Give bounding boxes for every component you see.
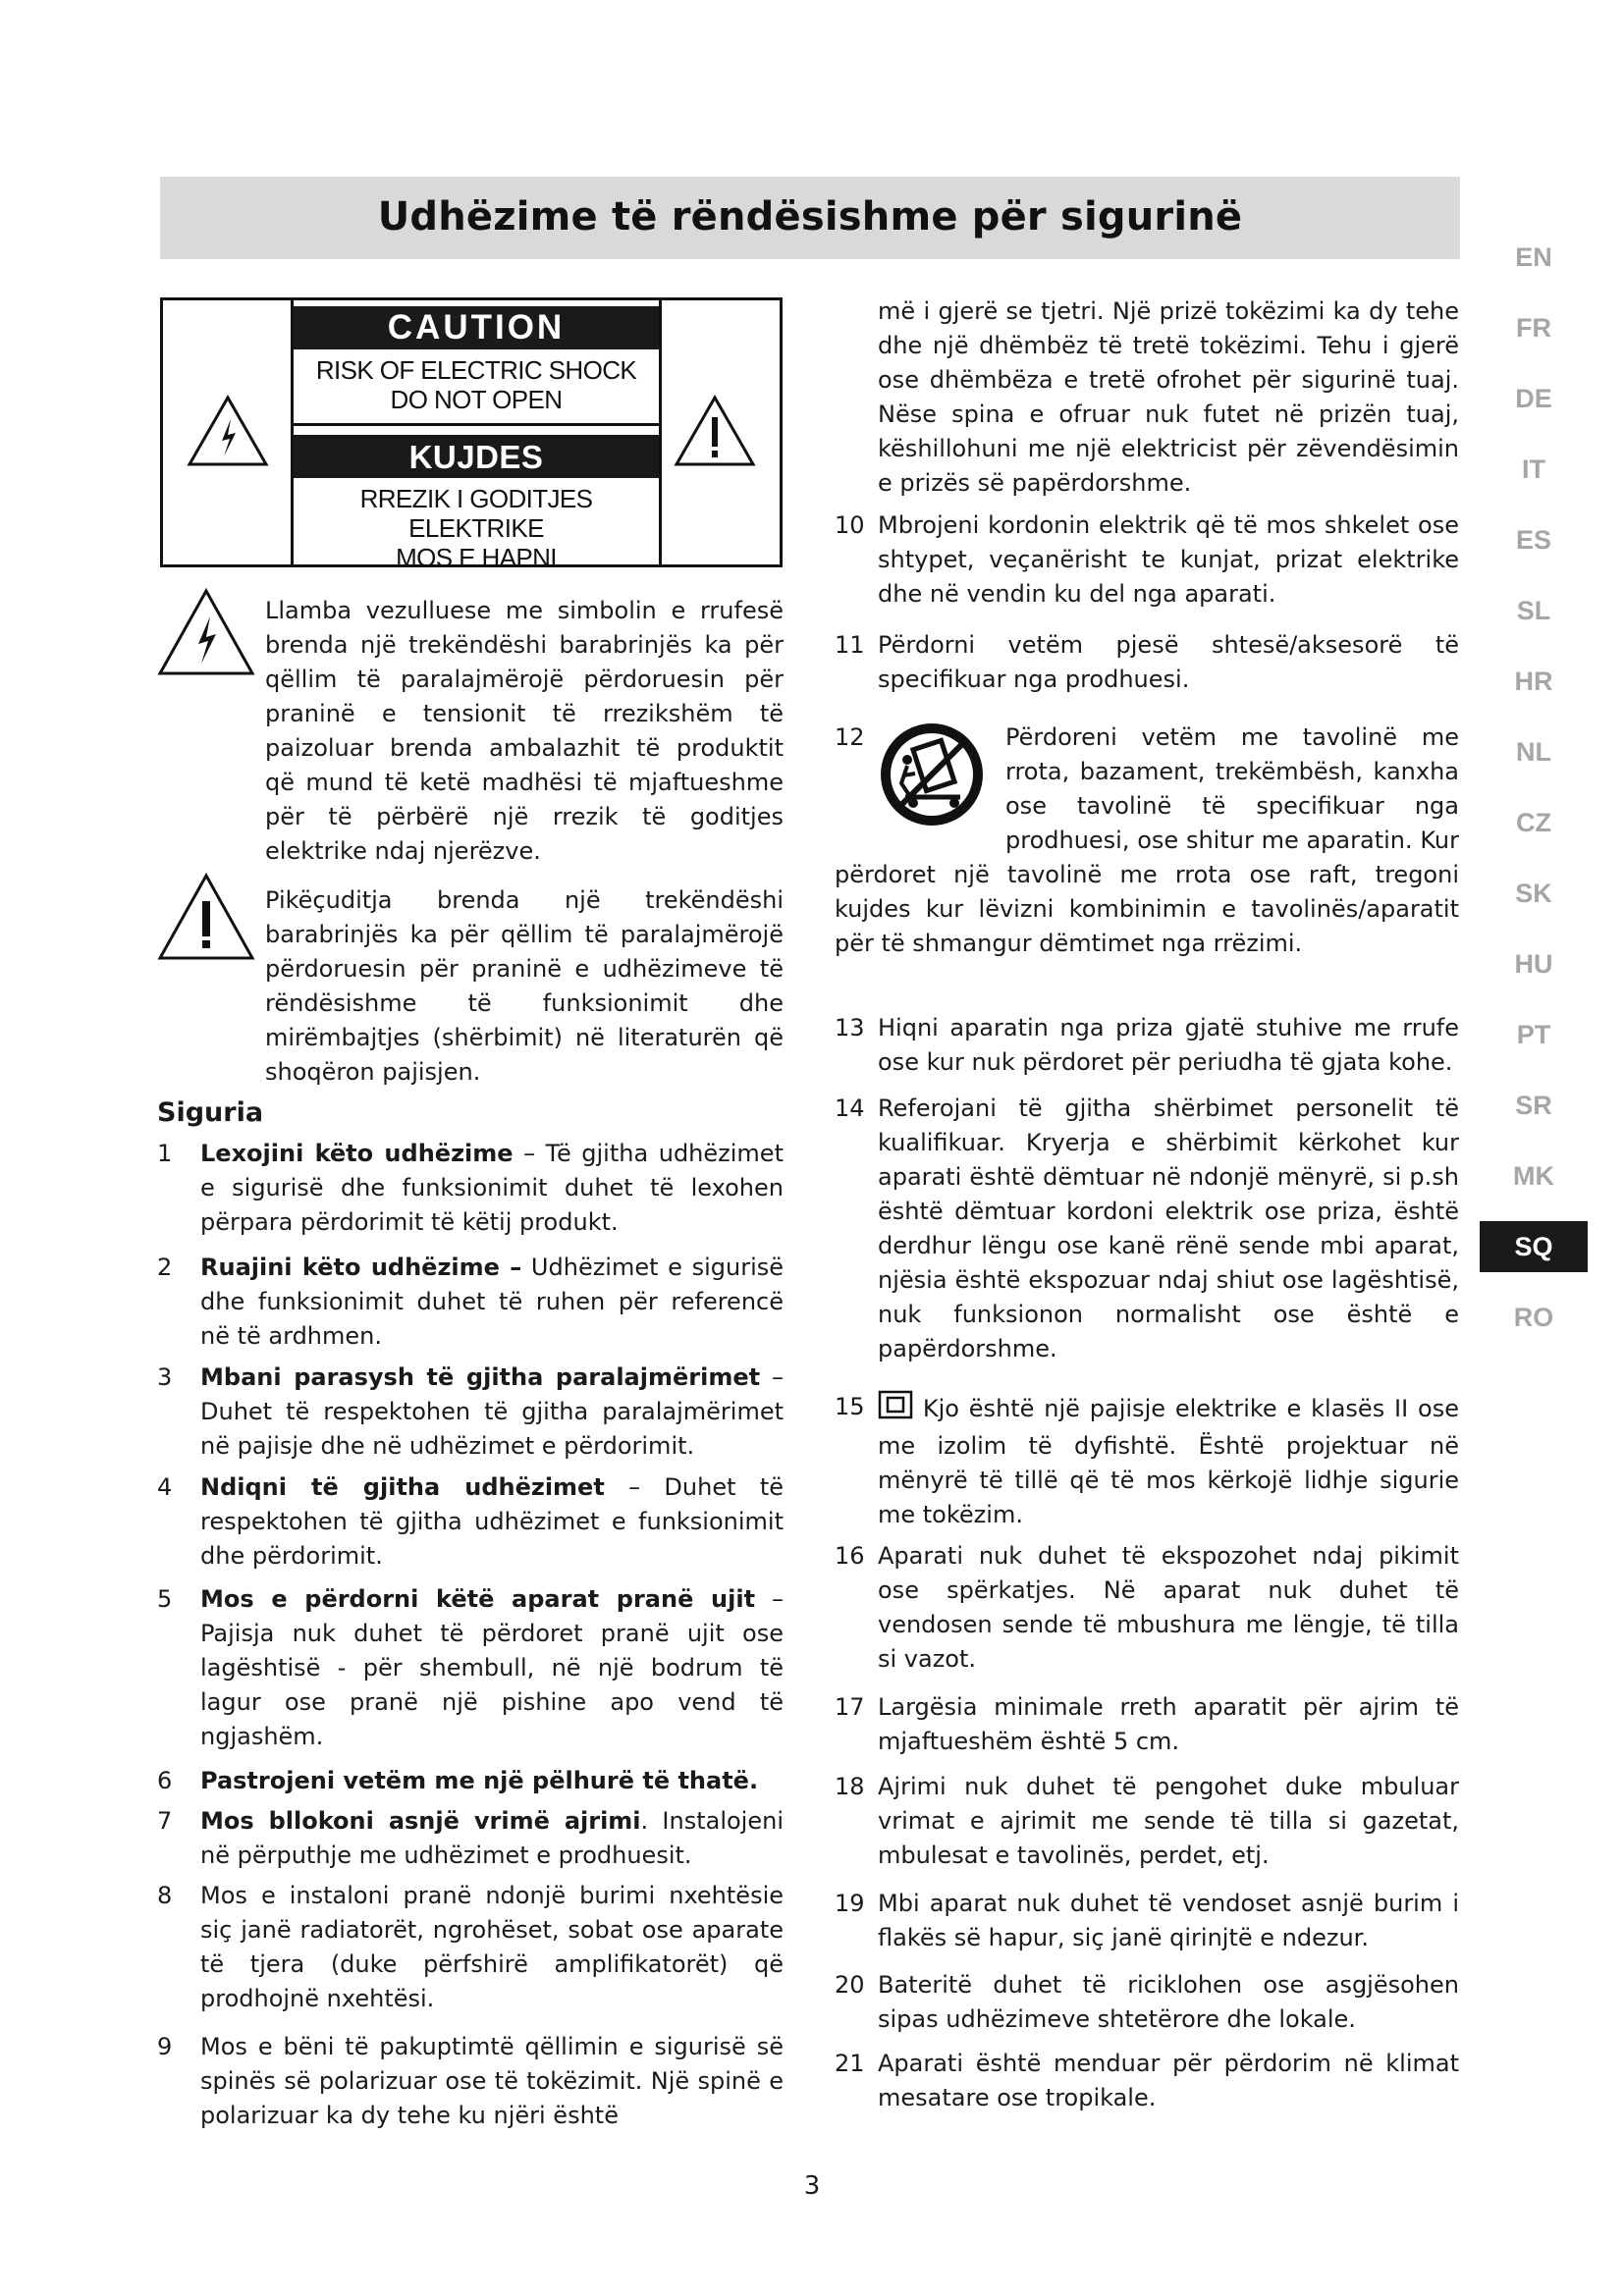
item-number: 17 [835, 1693, 865, 1721]
lang-tab-it[interactable]: IT [1522, 454, 1545, 484]
caution-line2-en: DO NOT OPEN [390, 385, 563, 414]
list-item [835, 1539, 1459, 1677]
item-text: Përdorni vetëm pjesë shtesë/aksesorë të specifikuar nga prodhuesi. [878, 631, 1459, 693]
double-insulation-icon [878, 1390, 913, 1429]
lang-tab-en[interactable]: EN [1515, 241, 1552, 272]
item-text: Mbi aparat nuk duhet të vendoset asnjë burim i flakës së hapur, siç janë qirinjtë e ndezur. [878, 1890, 1459, 1951]
list-item [835, 2047, 1459, 2115]
caution-title-en: CAUTION [294, 306, 659, 349]
item-number: 16 [835, 1542, 865, 1570]
item-number: 10 [835, 511, 865, 539]
lang-tab-nl[interactable]: NL [1516, 736, 1551, 767]
item-number: 15 [835, 1393, 865, 1420]
item-number: 19 [835, 1890, 865, 1917]
lang-tab-mk[interactable]: MK [1513, 1160, 1554, 1191]
list-item [157, 1804, 784, 1873]
list-item [157, 1251, 784, 1354]
item-text: më i gjerë se tjetri. Një prizë tokëzimi ka dy tehe dhe një dhëmbëz të tretë tokëzimi. Tehu i gjerë ose dhëmbëza e tretë ofrohet për sigurinë tuaj. Nëse spina e ofruar nuk futet në prizën tuaj, këshillohuni me një elektricist për zëvendësimin e prizës së papërdorshme. [878, 297, 1459, 497]
item-text: Mbrojeni kordonin elektrik që të mos shkelet ose shtypet, veçanërisht te kunjat, prizat elektrike dhe në vendin ku del nga aparati. [878, 511, 1459, 608]
list-item [157, 1470, 784, 1574]
caution-text-panel [291, 300, 662, 572]
item-number: 12 [835, 723, 865, 751]
item-text: Largësia minimale rreth aparatit për ajrim të mjaftueshëm është 5 cm. [878, 1693, 1459, 1755]
item-text: Mos e instaloni pranë ndonjë burimi nxehtësie siç janë radiatorët, ngrohëset, sobat ose aparate të tjera (duke përfshirë amplifikatorët) që prodhojnë nxehtësi. [200, 1882, 784, 2012]
exclamation-symbol-description: Pikëçuditja brenda një trekëndëshi barabrinjës ka për qëllim të paralajmërojë përdoruesin për praninë e udhëzimeve të rëndësishme të funksionimit dhe mirëmbajtjes (shërbimit) në literaturën që shoqëron pajisjen. [265, 886, 784, 1086]
item-text: – Duhet të respektohen të gjitha udhëzimet e funksionimit dhe përdorimit. [200, 1473, 784, 1570]
page-title: Udhëzime të rëndësishme për sigurinë [377, 194, 1243, 240]
lang-tab-sl[interactable]: SL [1516, 595, 1551, 625]
list-item [835, 1092, 1459, 1366]
lang-tab-sq[interactable]: SQ [1480, 1221, 1588, 1272]
item-text: Mos e bëni të pakuptimtë qëllimin e sigurisë së spinës së polarizuar ose të tokëzimit. Një spinë e polarizuar ka dy tehe ku njëri është [200, 2033, 784, 2129]
list-item [835, 1690, 1459, 1759]
list-item [835, 1770, 1459, 1873]
list-item [157, 2030, 784, 2133]
item-number: 21 [835, 2050, 865, 2077]
list-item [835, 1968, 1459, 2037]
caution-line1-en: RISK OF ELECTRIC SHOCK [315, 355, 637, 385]
item-bold-lead: Mos bllokoni asnjë vrimë ajrimi [200, 1807, 641, 1835]
list-item [835, 721, 1459, 961]
exclamation-triangle-icon [157, 872, 255, 966]
item-text: Udhëzimet e sigurisë dhe funksionimit duhet të ruhen për referencë në të ardhmen. [200, 1254, 785, 1350]
item-bold-lead: Ndiqni të gjitha udhëzimet [200, 1473, 605, 1501]
list-item [835, 1011, 1459, 1080]
lang-tab-hu[interactable]: HU [1514, 948, 1553, 979]
list-item [835, 1887, 1459, 1955]
item-number: 8 [157, 1882, 173, 1909]
language-tabs [1480, 232, 1588, 1362]
lightning-triangle-icon [157, 587, 255, 681]
caution-label [160, 297, 783, 572]
lang-tab-pt[interactable]: PT [1516, 1019, 1551, 1049]
lang-tab-hr[interactable]: HR [1514, 666, 1553, 696]
list-item [835, 628, 1459, 697]
item-text: Hiqni aparatin nga priza gjatë stuhive me rrufe ose kur nuk përdoret për periudha të gjata kohe. [878, 1014, 1459, 1076]
item-number: 4 [157, 1473, 173, 1501]
lang-tab-ro[interactable]: RO [1513, 1302, 1554, 1332]
list-item [157, 1137, 784, 1240]
lang-tab-sr[interactable]: SR [1515, 1090, 1552, 1120]
item-number: 5 [157, 1585, 173, 1613]
list-item [157, 1582, 784, 1754]
list-item [157, 1764, 784, 1798]
item-number: 6 [157, 1767, 173, 1794]
list-item [835, 1390, 1459, 1532]
item-number: 9 [157, 2033, 173, 2060]
item-text: Kjo është një pajisje elektrike e klasës II ose me izolim të dyfishtë. Është projektuar në mënyrë të tillë që të mos kërkojë lidhje sigurie me tokëzim. [878, 1395, 1459, 1528]
item-number: 3 [157, 1363, 173, 1391]
item-bold-lead: Pastrojeni vetëm me një pëlhurë të thatë. [200, 1767, 759, 1794]
list-item-continuation [835, 294, 1459, 501]
lightning-symbol-description: Llamba vezulluese me simbolin e rrufesë brenda një trekëndëshi barabrinjës ka për qëllim të paralajmërojë përdoruesin për praninë e tensionit të rrezikshëm të paizoluar brenda ambalazhit të produktit që mund të ketë madhësi të mjaftueshme për të përbërë një rrezik të goditjes elektrike ndaj njerëzve. [265, 597, 784, 865]
item-bold-lead: Lexojini këto udhëzime [200, 1140, 514, 1167]
item-number: 13 [835, 1014, 865, 1041]
item-text: – Pajisja nuk duhet të përdoret pranë ujit ose lagështisë - për shembull, në një bodrum të lagur ose pranë një pishine apo vend të ngjashëm. [200, 1585, 784, 1750]
item-text: – Duhet të respektohen të gjitha paralajmërimet në pajisje dhe në udhëzimet e përdorimit. [200, 1363, 784, 1460]
lang-tab-es[interactable]: ES [1515, 524, 1552, 555]
item-number: 20 [835, 1971, 865, 1999]
item-text: Aparati nuk duhet të ekspozohet ndaj pikimit ose spërkatjes. Në aparat nuk duhet të vendosen sende të mbushura me lëngje, të tilla si vazot. [878, 1542, 1459, 1673]
list-item [835, 508, 1459, 612]
list-item [157, 1361, 784, 1464]
item-text: Aparati është menduar për përdorim në klimat mesatare ose tropikale. [878, 2050, 1459, 2111]
item-text: Bateritë duhet të riciklohen ose asgjësohen sipas udhëzimeve shtetërore dhe lokale. [878, 1971, 1459, 2033]
header-bar [160, 177, 1460, 259]
section-title-siguria: Siguria [157, 1097, 264, 1128]
caution-divider [294, 423, 659, 426]
exclamation-warning-icon [674, 394, 756, 472]
item-text: . Instalojeni në përputhje me udhëzimet e prodhuesit. [200, 1807, 784, 1869]
lang-tab-de[interactable]: DE [1515, 383, 1552, 413]
item-text: Referojani të gjitha shërbimet personelit të kualifikuar. Kryerja e shërbimit kërkohet kur aparati është dëmtuar në ndonjë mënyrë, si p.sh është dëmtuar kordoni elektrik ose priza, është derdhur lëngu ose kanë rënë sende mbi aparat, njësia është ekspozuar ndaj shiut ose lagështisë, nuk funksionon normalisht ose është e papërdorshme. [878, 1095, 1459, 1362]
lightning-warning-icon [187, 394, 269, 472]
caution-line2-sq: MOS E HAPNI [396, 543, 557, 572]
item-number: 7 [157, 1807, 173, 1835]
caution-line1-sq: RREZIK I GODITJES ELEKTRIKE [359, 484, 593, 543]
item-text: – Të gjitha udhëzimet e sigurisë dhe funksionimit duhet të lexohen përpara përdorimit të këtij produkt. [200, 1140, 784, 1236]
item-text: Përdoreni vetëm me tavolinë me rrota, bazament, trekëmbësh, kanxha ose tavolinë të specifikuar nga prodhuesi, ose shitur me aparatin. Kur përdoret një tavolinë me rrota ose raft, tregoni kujdes kur lëvizni kombinimin e tavolinës/aparatit për të shmangur dëmtimet nga rrëzimi. [835, 723, 1459, 957]
cart-tip-over-icon [878, 721, 996, 854]
lang-tab-sk[interactable]: SK [1515, 878, 1552, 908]
item-number: 2 [157, 1254, 173, 1281]
item-number: 14 [835, 1095, 865, 1122]
lang-tab-fr[interactable]: FR [1516, 312, 1551, 343]
item-bold-lead: Mbani parasysh të gjitha paralajmërimet [200, 1363, 761, 1391]
item-bold-lead: Ruajini këto udhëzime – [200, 1254, 522, 1281]
item-bold-lead: Mos e përdorni këtë aparat pranë ujit [200, 1585, 756, 1613]
item-number: 1 [157, 1140, 173, 1167]
page-number: 3 [803, 2171, 821, 2201]
list-item [157, 1879, 784, 2016]
item-text: Ajrimi nuk duhet të pengohet duke mbuluar vrimat e ajrimit me sende të tilla si gazetat, mbulesat e tavolinës, perdet, etj. [878, 1773, 1459, 1869]
caution-title-sq: KUJDES [294, 435, 659, 478]
item-number: 18 [835, 1773, 865, 1800]
lang-tab-cz[interactable]: CZ [1516, 807, 1551, 837]
item-number: 11 [835, 631, 865, 659]
